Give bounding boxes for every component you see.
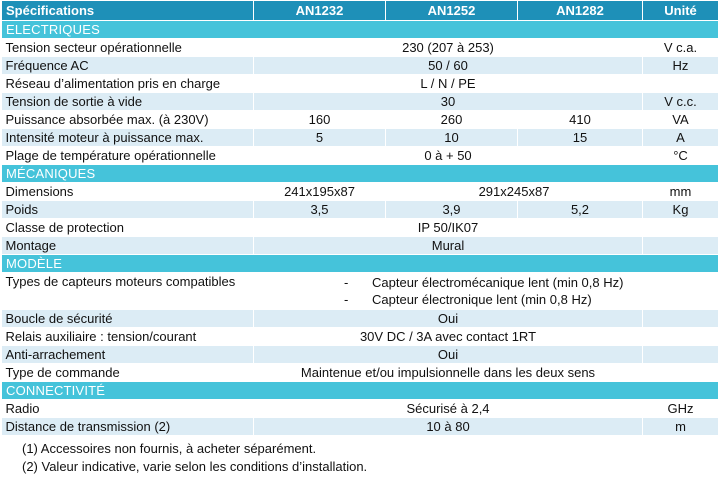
- row-value-an1282: 410: [518, 111, 643, 129]
- sensor-type-list: [258, 274, 638, 308]
- row-label: Poids: [2, 201, 254, 219]
- row-label: Classe de protection: [2, 219, 254, 237]
- row-unit: Hz: [643, 57, 719, 75]
- table-row: [2, 201, 719, 219]
- row-unit: [643, 328, 719, 346]
- row-label: Types de capteurs moteurs compatibles: [2, 273, 254, 310]
- row-unit: °C: [643, 147, 719, 165]
- row-value-list: [254, 273, 643, 310]
- footnotes: [22, 440, 719, 476]
- row-label: Anti-arrachement: [2, 346, 254, 364]
- row-value-an1232: 241x195x87: [254, 183, 386, 201]
- row-value-an1252: 3,9: [386, 201, 518, 219]
- row-unit: GHz: [643, 400, 719, 418]
- table-row: [2, 93, 719, 111]
- row-unit: m: [643, 418, 719, 436]
- section-title: MÉCANIQUES: [2, 165, 719, 183]
- table-row: [2, 57, 719, 75]
- row-value-an1252: 10: [386, 129, 518, 147]
- row-value: Maintenue et/ou impulsionnelle dans les deux sens: [254, 364, 643, 382]
- row-label: Plage de température opérationnelle: [2, 147, 254, 165]
- table-row: [2, 310, 719, 328]
- row-value: 10 à 80: [254, 418, 643, 436]
- row-label: Puissance absorbée max. (à 230V): [2, 111, 254, 129]
- row-value-an1282: 15: [518, 129, 643, 147]
- row-unit: mm: [643, 183, 719, 201]
- row-label: Relais auxiliaire : tension/courant: [2, 328, 254, 346]
- header-model-an1232: AN1232: [254, 1, 386, 21]
- table-row: [2, 147, 719, 165]
- table-row: [2, 183, 719, 201]
- row-value: 230 (207 à 253): [254, 39, 643, 57]
- row-value: Oui: [254, 346, 643, 364]
- section-title: MODÈLE: [2, 255, 719, 273]
- row-unit: A: [643, 129, 719, 147]
- table-row: [2, 328, 719, 346]
- row-value: 30V DC / 3A avec contact 1RT: [254, 328, 643, 346]
- table-row: [2, 273, 719, 310]
- table-header-row: [2, 1, 719, 21]
- table-row: [2, 364, 719, 382]
- list-item: - Capteur électronique lent (min 0,8 Hz): [344, 291, 638, 308]
- section-electriques: [2, 21, 719, 39]
- row-unit: [643, 273, 719, 310]
- table-row: [2, 400, 719, 418]
- row-unit: [643, 237, 719, 255]
- row-unit: [643, 219, 719, 237]
- row-value: 0 à + 50: [254, 147, 643, 165]
- section-mecaniques: [2, 165, 719, 183]
- header-unit: Unité: [643, 1, 719, 21]
- table-row: [2, 39, 719, 57]
- row-unit: [643, 75, 719, 93]
- row-value-an1282: 5,2: [518, 201, 643, 219]
- list-item: - Capteur électromécanique lent (min 0,8 Hz): [344, 274, 638, 291]
- specifications-table: [1, 0, 719, 436]
- row-label: Intensité moteur à puissance max.: [2, 129, 254, 147]
- row-label: Montage: [2, 237, 254, 255]
- row-label: Dimensions: [2, 183, 254, 201]
- row-label: Radio: [2, 400, 254, 418]
- header-model-an1252: AN1252: [386, 1, 518, 21]
- row-label: Tension secteur opérationnelle: [2, 39, 254, 57]
- row-value: Oui: [254, 310, 643, 328]
- row-value-an1232: 5: [254, 129, 386, 147]
- table-row: [2, 129, 719, 147]
- section-title: ELECTRIQUES: [2, 21, 719, 39]
- row-unit: Kg: [643, 201, 719, 219]
- row-unit: V c.c.: [643, 93, 719, 111]
- row-value: 30: [254, 93, 643, 111]
- row-value-an1232: 3,5: [254, 201, 386, 219]
- section-modele: [2, 255, 719, 273]
- header-specifications: Spécifications: [2, 1, 254, 21]
- row-unit: [643, 346, 719, 364]
- row-label: Boucle de sécurité: [2, 310, 254, 328]
- row-label: Tension de sortie à vide: [2, 93, 254, 111]
- header-model-an1282: AN1282: [518, 1, 643, 21]
- row-unit: [643, 364, 719, 382]
- table-row: [2, 111, 719, 129]
- row-label: Type de commande: [2, 364, 254, 382]
- table-row: [2, 237, 719, 255]
- row-unit: [643, 310, 719, 328]
- row-unit: VA: [643, 111, 719, 129]
- footnote-1: (1) Accessoires non fournis, à acheter séparément.: [22, 441, 317, 456]
- row-value: Mural: [254, 237, 643, 255]
- row-label: Réseau d’alimentation pris en charge: [2, 75, 254, 93]
- section-connectivite: [2, 382, 719, 400]
- table-row: [2, 346, 719, 364]
- row-label: Fréquence AC: [2, 57, 254, 75]
- row-label: Distance de transmission (2): [2, 418, 254, 436]
- row-value: 50 / 60: [254, 57, 643, 75]
- row-value-an1252-an1282: 291x245x87: [386, 183, 643, 201]
- row-value: Sécurisé à 2,4: [254, 400, 643, 418]
- table-row: [2, 418, 719, 436]
- row-value: IP 50/IK07: [254, 219, 643, 237]
- row-value-an1232: 160: [254, 111, 386, 129]
- row-value: L / N / PE: [254, 75, 643, 93]
- footnote-2: (2) Valeur indicative, varie selon les conditions d’installation.: [22, 459, 368, 474]
- row-unit: V c.a.: [643, 39, 719, 57]
- section-title: CONNECTIVITÉ: [2, 382, 719, 400]
- table-row: [2, 75, 719, 93]
- table-row: [2, 219, 719, 237]
- row-value-an1252: 260: [386, 111, 518, 129]
